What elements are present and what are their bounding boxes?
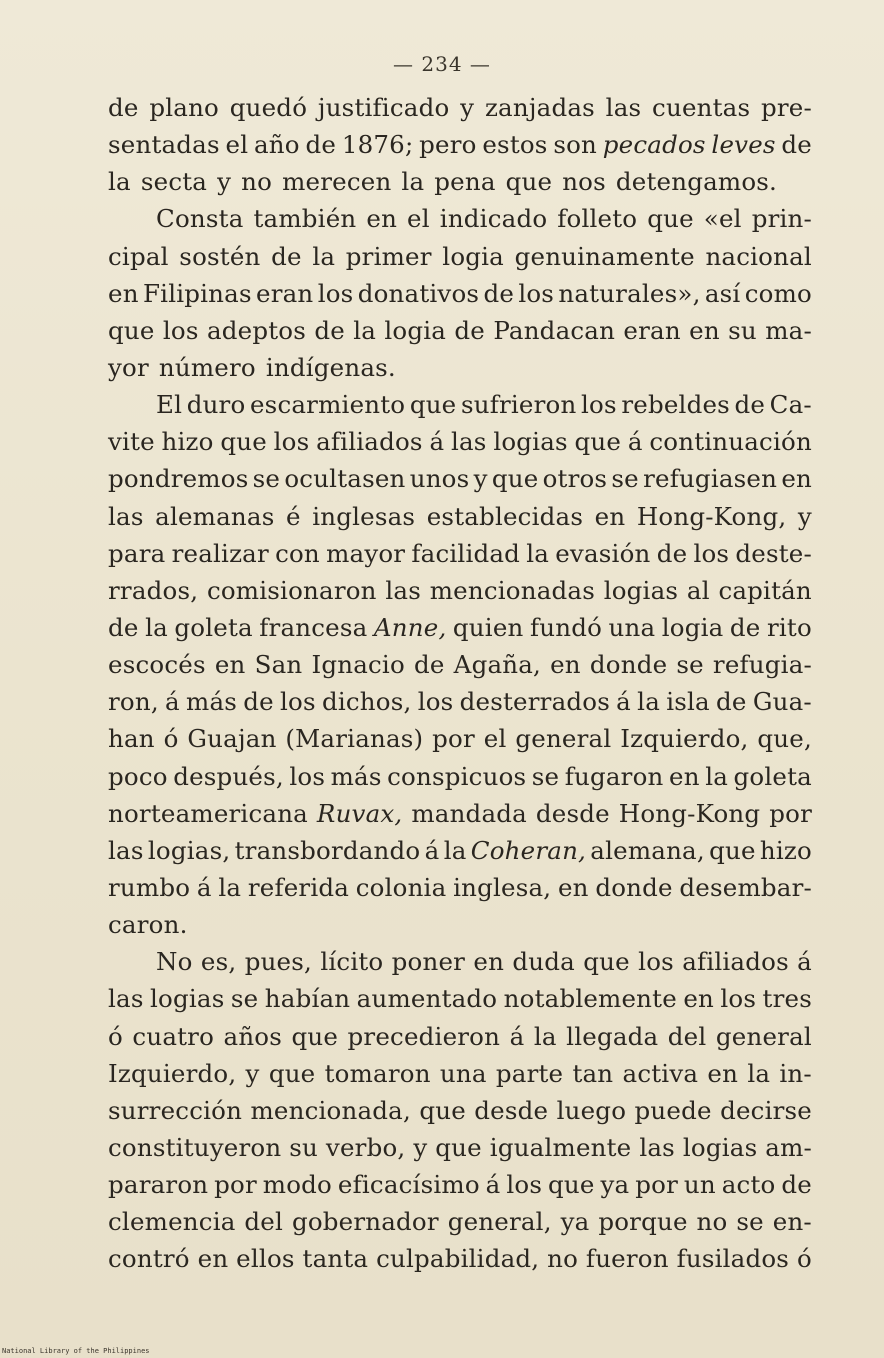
text-line: contró en ellos tanta culpabilidad, no fueron fusilados ó	[108, 1244, 812, 1274]
text-line: escocés en San Ignacio de Agaña, en donde se refugia-	[108, 650, 812, 680]
text-line: de plano quedó justificado y zanjadas las cuentas pre-	[108, 93, 812, 122]
text-line: vite hizo que los afiliados á las logias que á continuación	[108, 427, 812, 457]
text-line: ron, á más de los dichos, los desterrados á la isla de Gua-	[108, 687, 812, 717]
text-line: la secta y no merecen la pena que nos detengamos.	[108, 167, 778, 197]
text-line: las logias se habían aumentado notablemente en los tres	[108, 984, 812, 1014]
text-line: Consta también en el indicado folleto que «el prin-	[156, 204, 812, 234]
text-line: las logias, transbordando á la Coheran, alemana, que hizo	[108, 835, 812, 865]
text-line: clemencia del gobernador general, ya porque no se en-	[108, 1207, 812, 1237]
text-line: para realizar con mayor facilidad la evasión de los deste-	[108, 538, 812, 568]
text-line: cipal sostén de la primer logia genuinamente nacional	[108, 241, 812, 271]
text-line: rumbo á la referida colonia inglesa, en donde desembar-	[108, 872, 812, 902]
body-text	[108, 89, 812, 1278]
text-line: han ó Guajan (Marianas) por el general Izquierdo, que,	[108, 724, 812, 754]
text-line: en Filipinas eran los donativos de los naturales», así como	[108, 278, 812, 308]
text-line: No es, pues, lícito poner en duda que los afiliados á	[156, 947, 812, 977]
footer-credit: National Library of the Philippines	[2, 1347, 150, 1355]
text-line: surrección mencionada, que desde luego puede decirse	[108, 1095, 812, 1125]
text-line: caron.	[108, 910, 188, 940]
text-line: El duro escarmiento que sufrieron los rebeldes de Ca-	[156, 390, 812, 420]
text-line: de la goleta francesa Anne, quien fundó una logia de rito	[108, 612, 812, 642]
text-line: rrados, comisionaron las mencionadas logias al capitán	[108, 575, 812, 605]
text-line: que los adeptos de la logia de Pandacan eran en su ma-	[108, 315, 812, 345]
text-line: pondremos se ocultasen unos y que otros se refugiasen en	[108, 464, 812, 494]
text-line: yor número indígenas.	[108, 352, 396, 382]
text-line: sentadas el año de 1876; pero estos son pecados leves de	[108, 130, 812, 160]
text-line: las alemanas é inglesas establecidas en Hong-Kong, y	[108, 501, 812, 531]
text-line: ó cuatro años que precedieron á la llegada del general	[108, 1021, 812, 1051]
text-line: pararon por modo eficacísimo á los que ya por un acto de	[108, 1170, 812, 1200]
text-line: constituyeron su verbo, y que igualmente las logias am-	[108, 1132, 812, 1162]
page-number: — 234 —	[393, 52, 491, 76]
text-line: Izquierdo, y que tomaron una parte tan activa en la in-	[108, 1058, 812, 1088]
text-line: poco después, los más conspicuos se fugaron en la goleta	[108, 761, 812, 791]
text-line: norteamericana Ruvax, mandada desde Hong-Kong por	[108, 798, 812, 828]
